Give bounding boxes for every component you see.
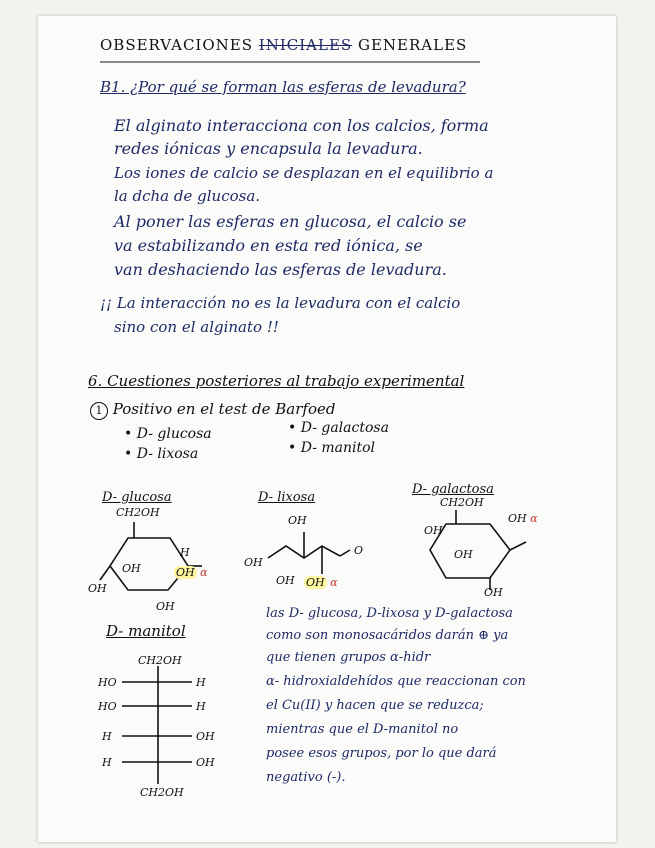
section6-heading: 6. Cuestiones posteriores al trabajo experimental [88, 372, 465, 390]
conclusion-line-1: las D- glucosa, D-lixosa y D-galactosa [266, 606, 513, 621]
glucose-name: D- glucosa [102, 490, 172, 505]
manitol-bottom: CH2OH [140, 786, 184, 799]
title-suffix: GENERALES [357, 36, 468, 54]
title-struck: INICIALES [258, 36, 353, 54]
b1-question: B1. ¿Por qué se forman las esferas de levadura? [100, 78, 466, 96]
lyxose-alpha-symbol: α [330, 576, 338, 589]
galactose-ch2oh: CH2OH [440, 496, 484, 509]
manitol-row3-right: OH [196, 730, 215, 743]
lyxose-oh-alpha-label: OH [306, 576, 325, 589]
manitol-row1-left: HO [98, 676, 117, 689]
b1-note-2: sino con el alginato !! [114, 318, 279, 336]
conclusion-line-2: como son monosacáridos darán ⊕ ya [266, 628, 509, 643]
manitol-row2-left: HO [98, 700, 117, 713]
manitol-top: CH2OH [138, 654, 182, 667]
glucose-oh-left: OH [88, 582, 107, 595]
glucose-oh-alpha [174, 566, 208, 579]
glucose-alpha-symbol: α [200, 566, 208, 579]
b1-line-1: El alginato interacciona con los calcios, forma [114, 116, 489, 135]
manitol-row2-right: H [196, 700, 206, 713]
galactose-oh-left: OH [424, 524, 443, 537]
manitol-name: D- manitol [106, 622, 186, 640]
lyxose-name: D- lixosa [258, 490, 316, 505]
lyxose-o: O [354, 544, 364, 557]
galactose-oh-mid: OH [454, 548, 473, 561]
item1-text: Positivo en el test de Barfoed [112, 400, 336, 418]
b1-line-3: Los iones de calcio se desplazan en el equilibrio a [114, 164, 494, 182]
b1-line-4: la dcha de glucosa. [114, 187, 261, 205]
galactose-oh-bottom: OH [484, 586, 503, 599]
manitol-row1-right: H [196, 676, 206, 689]
galactose-oh-alpha [508, 512, 538, 525]
lyxose-oh-alpha [304, 576, 338, 589]
section6-item1 [90, 400, 335, 420]
glucose-oh-alpha-label: OH [176, 566, 195, 579]
b1-line-5: Al poner las esferas en glucosa, el calcio se [114, 212, 467, 231]
glucose-oh-bottom: OH [156, 600, 175, 613]
conclusion-line-8: negativo (-). [266, 770, 346, 785]
b1-line-2: redes iónicas y encapsula la levadura. [114, 139, 423, 158]
galactose-name: D- galactosa [412, 482, 494, 497]
manitol-row4-right: OH [196, 756, 215, 769]
title-underline [100, 60, 480, 64]
manitol-row3-left: H [102, 730, 112, 743]
list-right-2: • D- manitol [288, 440, 376, 456]
list-right-1: • D- galactosa [288, 420, 389, 436]
glucose-ring [98, 516, 208, 596]
b1-line-7: van deshaciendo las esferas de levadura. [114, 260, 447, 279]
conclusion-line-5: el Cu(II) y hacen que se reduzca; [266, 698, 484, 713]
lyxose-oh-bottom: OH [276, 574, 295, 587]
notebook-page [38, 16, 616, 842]
title-prefix: OBSERVACIONES [100, 36, 254, 54]
glucose-oh1: OH [122, 562, 141, 575]
glucose-h1: H [180, 546, 190, 559]
galactose-alpha-symbol: α [530, 512, 538, 525]
galactose-oh-alpha-label: OH [508, 512, 527, 525]
list-left-1: • D- glucosa [124, 426, 212, 442]
lyxose-oh-top: OH [288, 514, 307, 527]
b1-note-1: ¡¡ La interacción no es la levadura con el calcio [100, 294, 461, 312]
item1-number: 1 [90, 402, 108, 420]
b1-line-6: va estabilizando en esta red iónica, se [114, 236, 423, 255]
list-left-2: • D- lixosa [124, 446, 199, 462]
manitol-row4-left: H [102, 756, 112, 769]
glucose-ch2oh: CH2OH [116, 506, 160, 519]
page-title [100, 36, 467, 54]
conclusion-line-6: mientras que el D-manitol no [266, 722, 459, 737]
conclusion-line-4: α- hidroxialdehídos que reaccionan con [266, 674, 526, 689]
conclusion-line-7: posee esos grupos, por lo que dará [266, 746, 497, 761]
lyxose-oh-left: OH [244, 556, 263, 569]
conclusion-line-3: que tienen grupos α-hidr [266, 650, 431, 665]
